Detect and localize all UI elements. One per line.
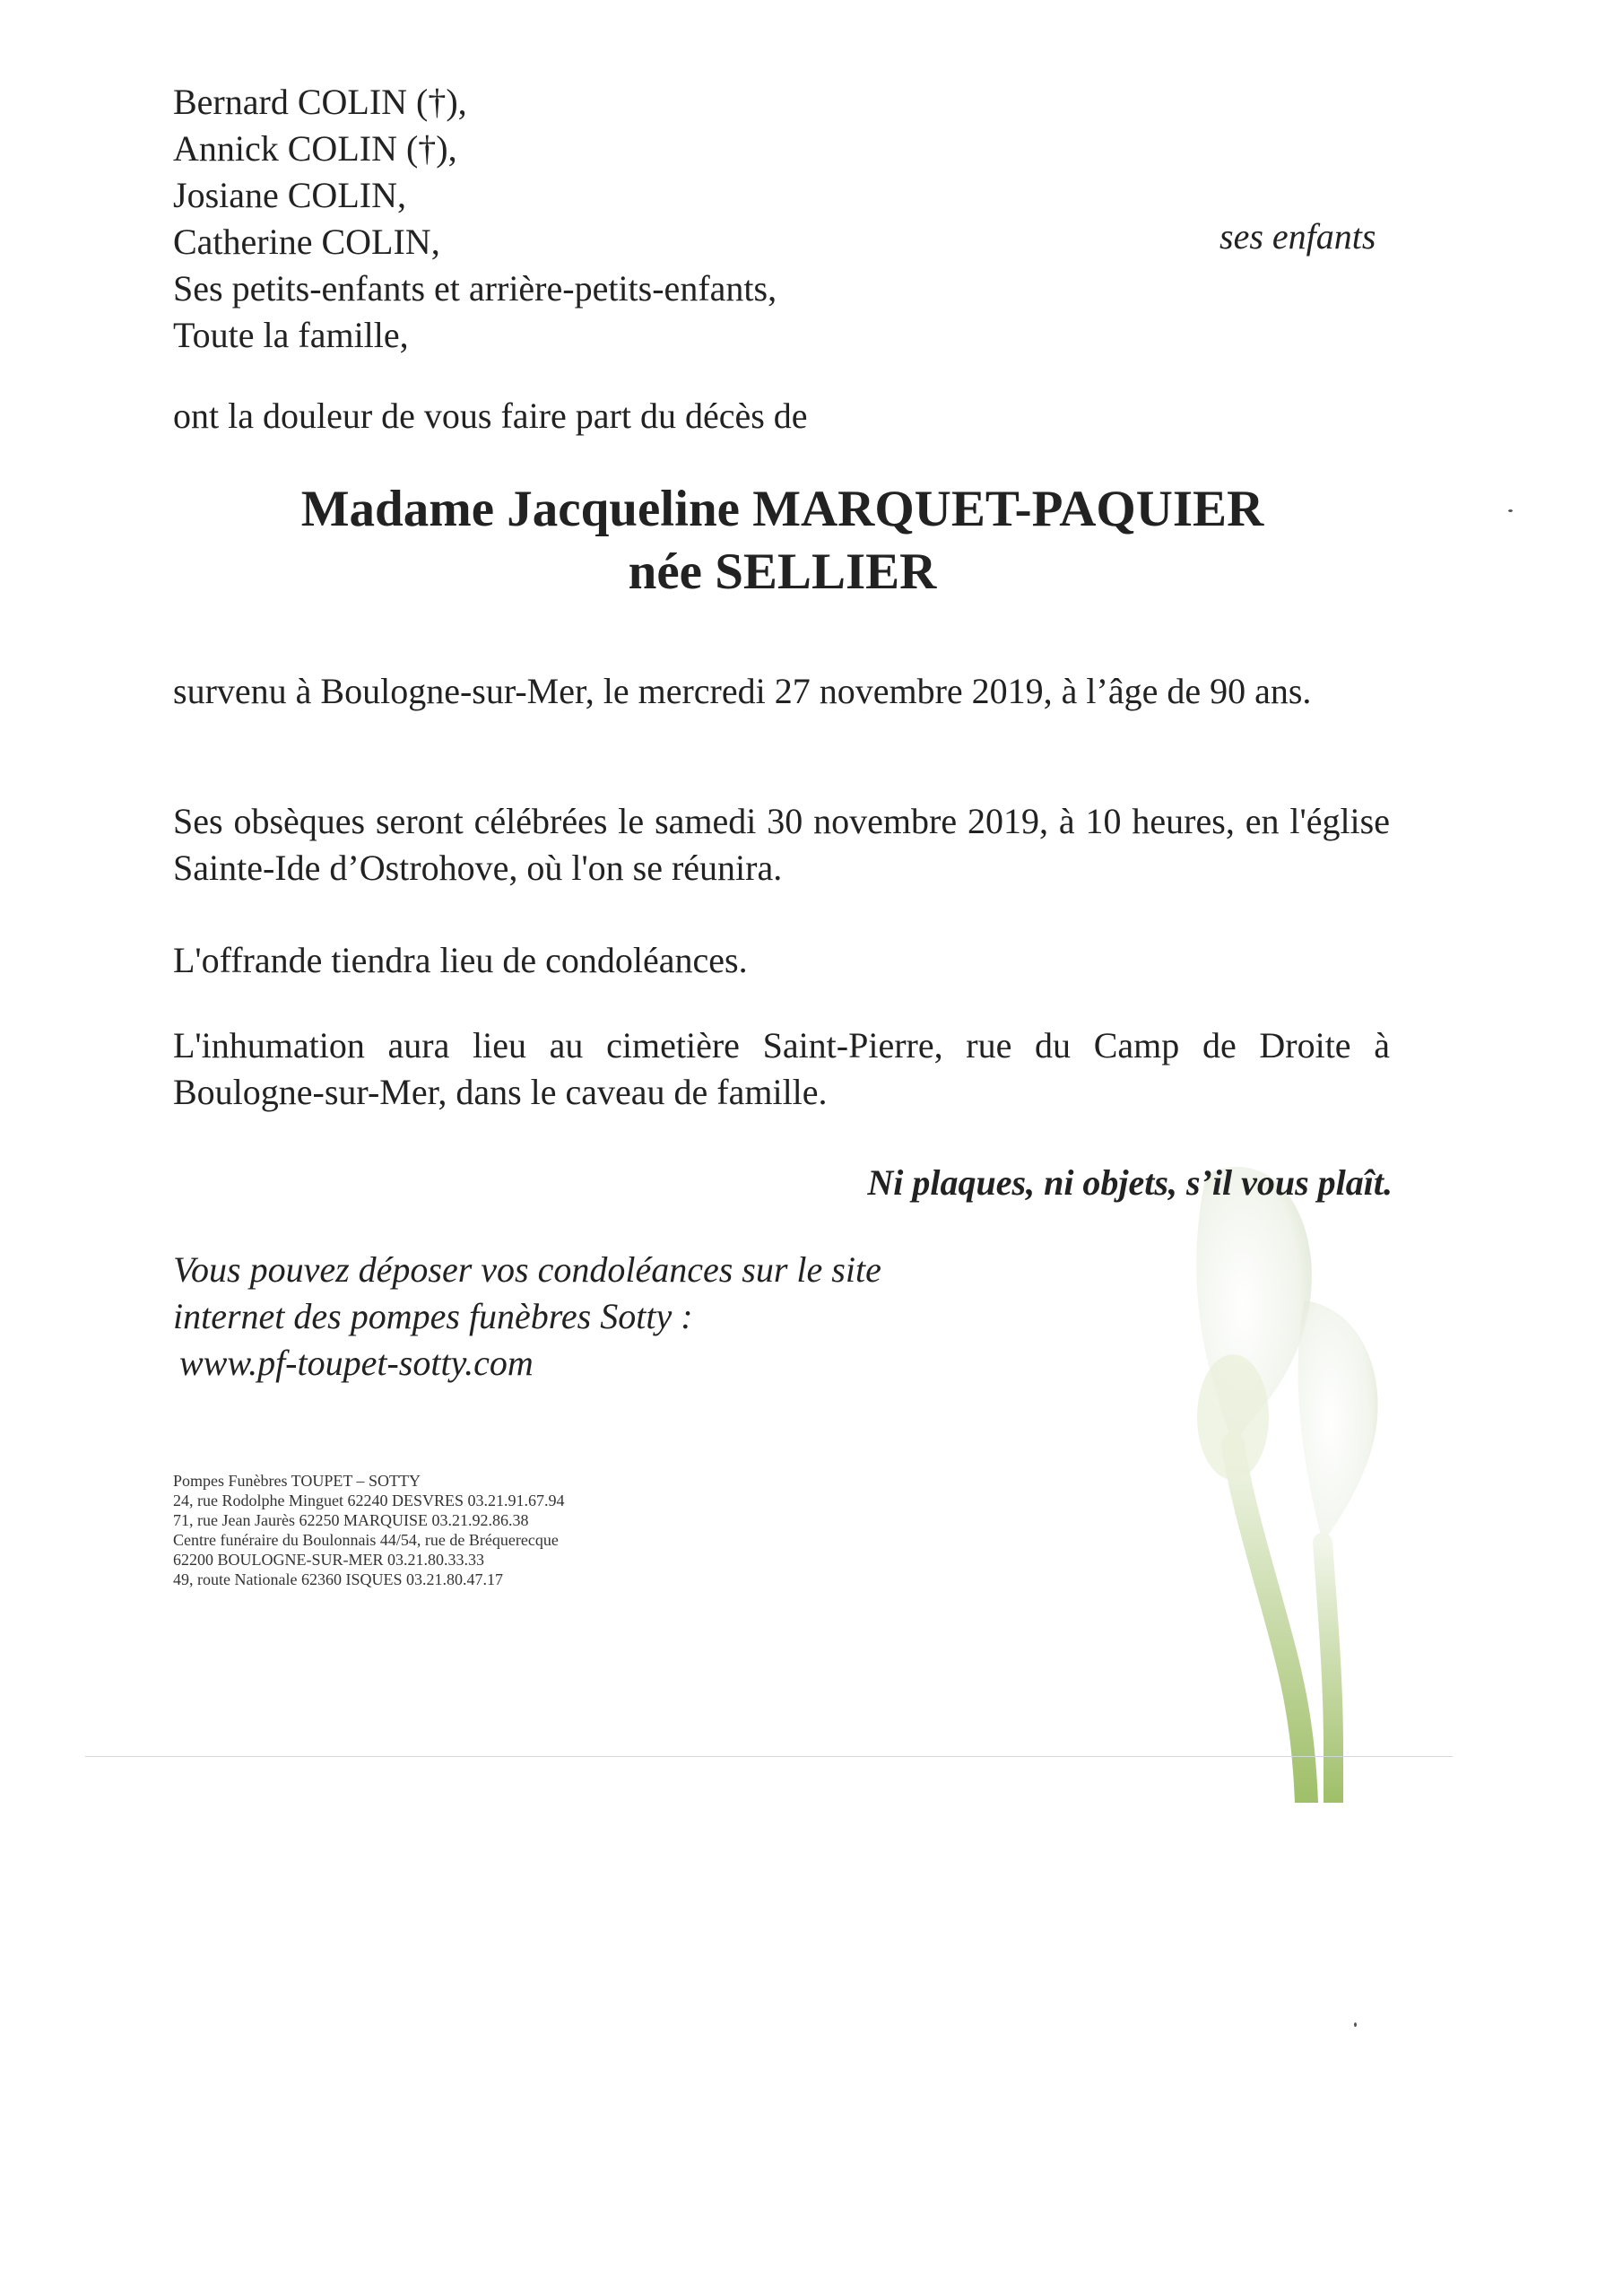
- footer-line: 24, rue Rodolphe Minguet 62240 DESVRES 03.21.91.67.94: [173, 1492, 565, 1509]
- footer-line: Centre funéraire du Boulonnais 44/54, rue de Bréquerecque: [173, 1531, 559, 1549]
- scan-speck: [1354, 2022, 1357, 2027]
- family-line-josiane: Josiane COLIN,: [173, 175, 406, 215]
- funeral-home-footer: [173, 1471, 565, 1589]
- no-flowers-note: Ni plaques, ni objets, s’il vous plaît.: [867, 1162, 1393, 1203]
- family-line-grandchildren: Ses petits-enfants et arrière-petits-enfants,: [173, 268, 777, 309]
- condolences-line-1: Vous pouvez déposer vos condoléances sur le site: [173, 1249, 881, 1290]
- family-line-family: Toute la famille,: [173, 315, 409, 355]
- footer-line: 62200 BOULOGNE-SUR-MER 03.21.80.33.33: [173, 1551, 485, 1569]
- footer-line: Pompes Funèbres TOUPET – SOTTY: [173, 1472, 421, 1490]
- condolences-line-2: internet des pompes funèbres Sotty :: [173, 1296, 693, 1336]
- children-label: ses enfants: [1219, 216, 1376, 257]
- offering-paragraph: L'offrande tiendra lieu de condoléances.: [173, 940, 748, 980]
- family-line-annick: Annick COLIN (†),: [173, 128, 457, 169]
- deceased-name: Madame Jacqueline MARQUET-PAQUIER: [300, 481, 1264, 537]
- funeral-paragraph: Ses obsèques seront célébrées le samedi 30 novembre 2019, à 10 heures, en l'église Sainte-Ide d’Ostrohove, où l'on se réunira.: [173, 801, 1390, 888]
- deceased-maiden-name: née SELLIER: [628, 544, 937, 600]
- footer-line: 71, rue Jean Jaurès 62250 MARQUISE 03.21.92.86.38: [173, 1511, 529, 1529]
- calla-lily-illustration: [1098, 1121, 1439, 1803]
- scan-speck: [1508, 509, 1513, 512]
- death-paragraph: survenu à Boulogne-sur-Mer, le mercredi 27 novembre 2019, à l’âge de 90 ans.: [173, 671, 1312, 711]
- family-line-catherine: Catherine COLIN,: [173, 222, 440, 262]
- condolences-url: www.pf-toupet-sotty.com: [179, 1343, 534, 1383]
- footer-line: 49, route Nationale 62360 ISQUES 03.21.80.47.17: [173, 1570, 503, 1588]
- burial-paragraph: L'inhumation aura lieu au cimetière Saint-Pierre, rue du Camp de Droite à Boulogne-sur-Mer, dans le caveau de famille.: [173, 1025, 1390, 1112]
- announcement-intro: ont la douleur de vous faire part du décès de: [173, 396, 808, 436]
- family-line-bernard: Bernard COLIN (†),: [173, 82, 467, 122]
- bottom-divider: [85, 1756, 1453, 1757]
